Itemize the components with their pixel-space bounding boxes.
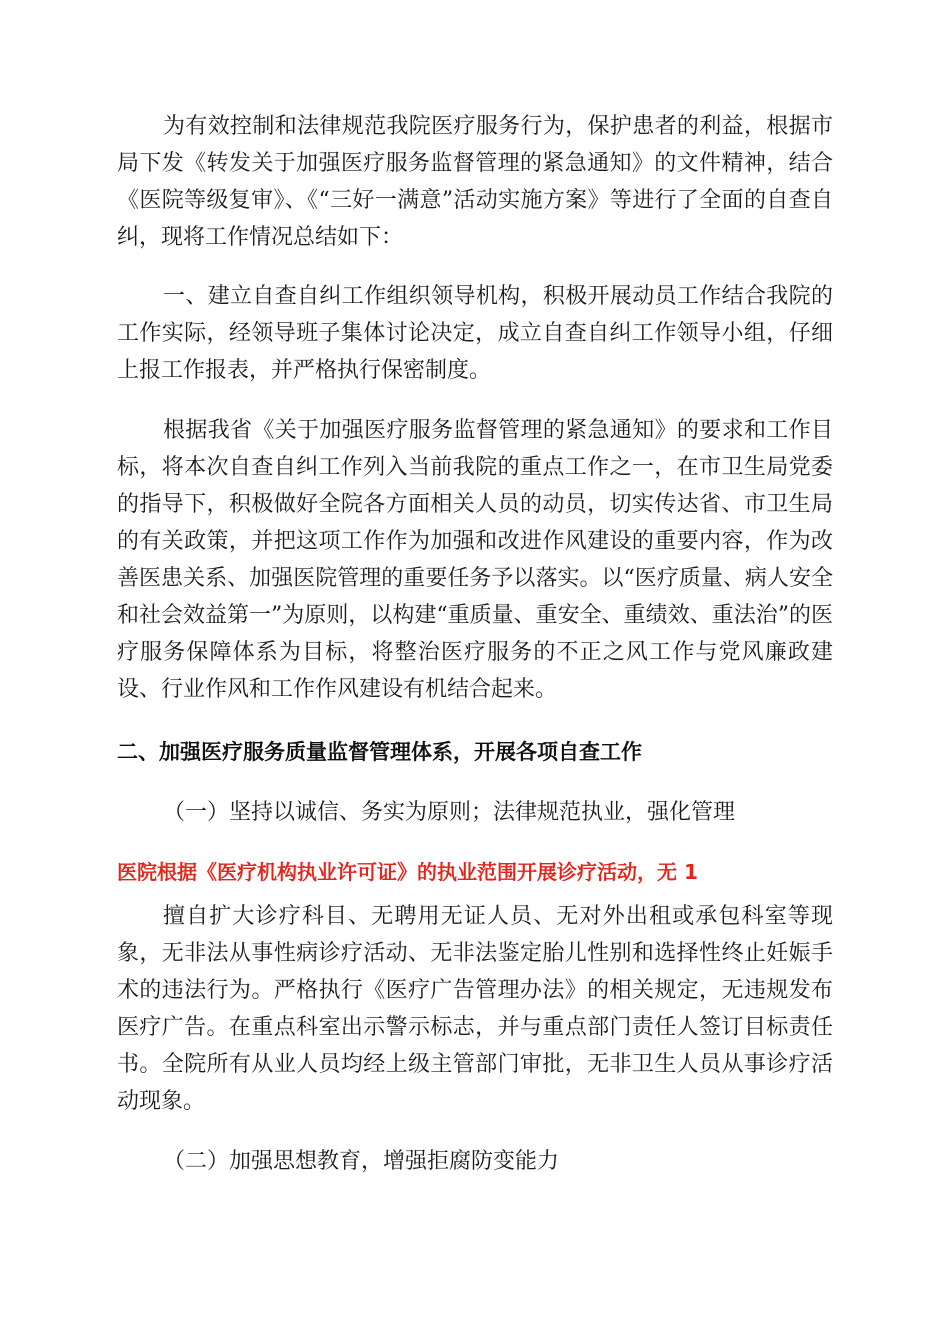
document-body <box>117 108 833 1180</box>
practice-details-paragraph: 擅自扩大诊疗科目、无聘用无证人员、无对外出租或承包科室等现象，无非法从事性病诊疗活动、无非法鉴定胎儿性别和选择性终止妊娠手术的违法行为。严格执行《医疗广告管理办法》的相关规定，无违规发布医疗广告。在重点科室出示警示标志，并与重点部门责任人签订目标责任书。全院所有从业人员均经上级主管部门审批，无非卫生人员从事诊疗活动现象。 <box>117 904 833 1114</box>
intro-paragraph: 为有效控制和法律规范我院医疗服务行为，保护患者的利益，根据市局下发《转发关于加强医疗服务监督管理的紧急通知》的文件精神，结合《医院等级复审》、《“三好一满意”活动实施方案》等进行了全面的自查自纠，现将工作情况总结如下： <box>117 114 833 250</box>
section-one-paragraph: 一、建立自查自纠工作组织领导机构，积极开展动员工作结合我院的工作实际，经领导班子集体讨论决定，成立自查自纠工作领导小组，仔细上报工作报表，并严格执行保密制度。 <box>117 284 833 383</box>
province-notice-paragraph: 根据我省《关于加强医疗服务监督管理的紧急通知》的要求和工作目标，将本次自查自纠工作列入当前我院的重点工作之一，在市卫生局党委的指导下，积极做好全院各方面相关人员的动员，切实传达省、市卫生局的有关政策，并把这项工作作为加强和改进作风建设的重要内容，作为改善医患关系、加强医院管理的重要任务予以落实。以“医疗质量、病人安全和社会效益第一”为原则，以构建“重质量、重安全、重绩效、重法治”的医疗服务保障体系为目标，将整治医疗服务的不正之风工作与党风廉政建设、行业作风和工作作风建设有机结合起来。 <box>117 418 833 702</box>
section-two-heading: 二、加强医疗服务质量监督管理体系，开展各项自查工作 <box>117 740 642 764</box>
subsection-two-heading: （二）加强思想教育，增强拒腐防变能力 <box>163 1149 560 1174</box>
subsection-one-heading: （一）坚持以诚信、务实为原则；法律规范执业，强化管理 <box>163 800 736 825</box>
highlighted-red-line: 医院根据《医疗机构执业许可证》的执业范围开展诊疗活动，无 1 <box>117 860 698 884</box>
